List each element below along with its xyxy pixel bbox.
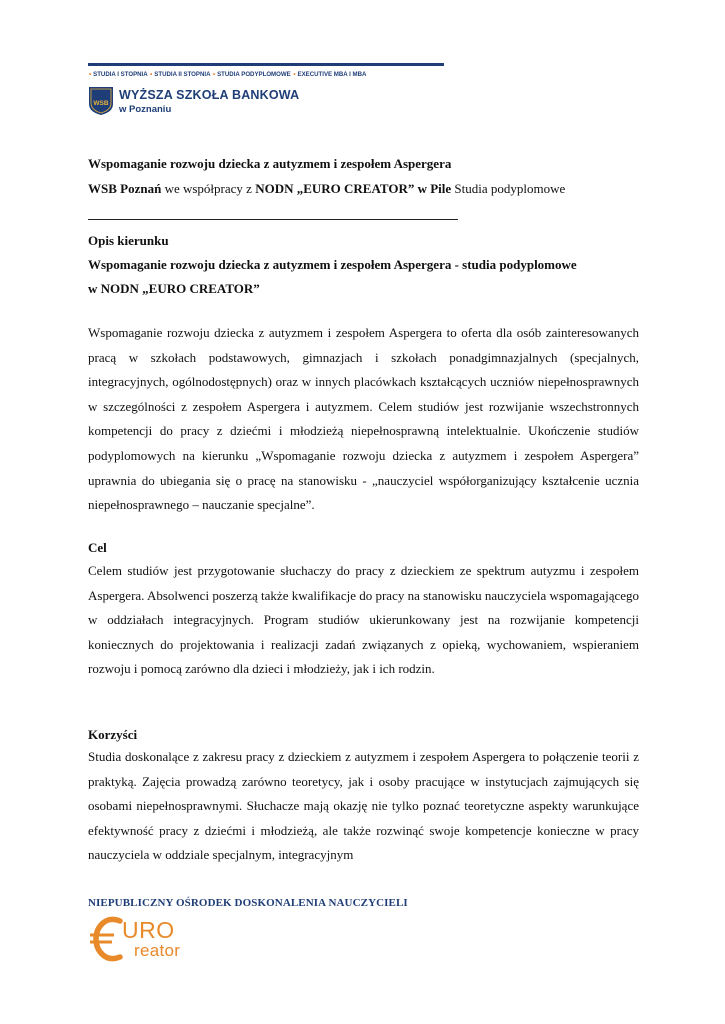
logo-creator-text: reator bbox=[134, 941, 181, 960]
wsb-logo-city: w Poznaniu bbox=[119, 104, 172, 115]
cel-paragraph: Celem studiów jest przygotowanie słuchaczy do pracy z dzieckiem ze spektrum autyzmu i zespołem Aspergera. Absolwenci poszerzą także kwalifikacje do pracy na stanowisku nauczyciela wspomagającego w oddziałach integracyjnych. Program studiów ukierunkowany jest na rozwijanie kompetencji koniecznych do projektowania i realizacji zadań związanych z opieką, wychowaniem, wspieraniem rozwoju i pomocą zarówno dla dzieci i młodzieży, jak i ich rodzin. bbox=[88, 563, 639, 677]
section-heading-opis: Opis kierunku bbox=[88, 233, 169, 248]
divider bbox=[88, 219, 458, 220]
study-levels-nav bbox=[88, 69, 458, 81]
header-rule bbox=[88, 63, 444, 66]
logo-euro-text: URO bbox=[122, 917, 175, 943]
nav-item: STUDIA I STOPNIA bbox=[93, 71, 148, 78]
partner-end: Studia podyplomowe bbox=[451, 181, 566, 196]
nav-item: EXECUTIVE MBA I MBA bbox=[297, 71, 367, 78]
korzysci-paragraph: Studia doskonalące z zakresu pracy z dzieckiem z autyzmem i zespołem Aspergera to połączenie teorii z praktyką. Zajęcia prowadzą zarówno teoretycy, jak i osoby pracujące w instytucjach zajmujących się osobami niepełnosprawnymi. Słuchacze mają okazję nie tylko poznać teoretyczne aspekty warunkujące efektywność pracy z dziećmi i młodzieżą, ale także rozwinąć swoje kompetencje konieczne w pracy nauczyciela w oddziale specjalnym, integracyjnym bbox=[88, 749, 639, 863]
bullet-icon: • bbox=[89, 71, 92, 78]
euro-creator-logo bbox=[90, 915, 200, 965]
opis-paragraph: Wspomaganie rozwoju dziecka z autyzmem i zespołem Aspergera to oferta dla osób zainteresowanych pracą w szkołach podstawowych, gimnazjach i szkołach ponadgimnazjalnych (specjalnych, integracyjnych, ogólnodostępnych) oraz w innych placówkach kształcących uczniów niepełnosprawnych w szczególności z zespołem Aspergera i autyzmem. Celem studiów jest rozwijanie wszechstronnych kompetencji do pracy z dziećmi i młodzieżą niepełnosprawną intelektualnie. Ukończenie studiów podyplomowych na kierunku „Wspomaganie rozwoju dziecka z autyzmem i zespołem Aspergera” uprawnia do ubiegania się o pracę na stanowisku - „nauczyciel współorganizujący kształcenie ucznia niepełnosprawnego – nauczanie specjalne”. bbox=[88, 325, 639, 513]
nav-item: STUDIA PODYPLOMOWE bbox=[217, 71, 291, 78]
section-subheading-cont: w NODN „EURO CREATOR” bbox=[88, 281, 260, 296]
partner-mid: we współpracy z bbox=[161, 181, 256, 196]
bullet-icon: • bbox=[212, 71, 216, 78]
wsb-shield-icon bbox=[88, 86, 114, 116]
section-heading-korzysci: Korzyści bbox=[88, 727, 138, 742]
section-heading-cel: Cel bbox=[88, 540, 107, 555]
footer-org-name: NIEPUBLICZNY OŚRODEK DOSKONALENIA NAUCZYCIELI bbox=[88, 897, 408, 909]
wsb-logo-name: WYŻSZA SZKOŁA BANKOWA bbox=[119, 88, 300, 102]
section-subheading: Wspomaganie rozwoju dziecka z autyzmem i zespołem Aspergera - studia podyplomowe bbox=[88, 257, 577, 272]
partner-a: WSB Poznań bbox=[88, 181, 162, 196]
partner-b: NODN „EURO CREATOR” w Pile bbox=[255, 181, 452, 196]
partner-line bbox=[88, 181, 565, 197]
page-title: Wspomaganie rozwoju dziecka z autyzmem i zespołem Aspergera bbox=[88, 156, 452, 171]
svg-text:WSB: WSB bbox=[93, 100, 109, 107]
bullet-icon: • bbox=[293, 71, 296, 78]
nav-item: STUDIA II STOPNIA bbox=[154, 71, 211, 78]
bullet-icon: • bbox=[150, 71, 153, 78]
